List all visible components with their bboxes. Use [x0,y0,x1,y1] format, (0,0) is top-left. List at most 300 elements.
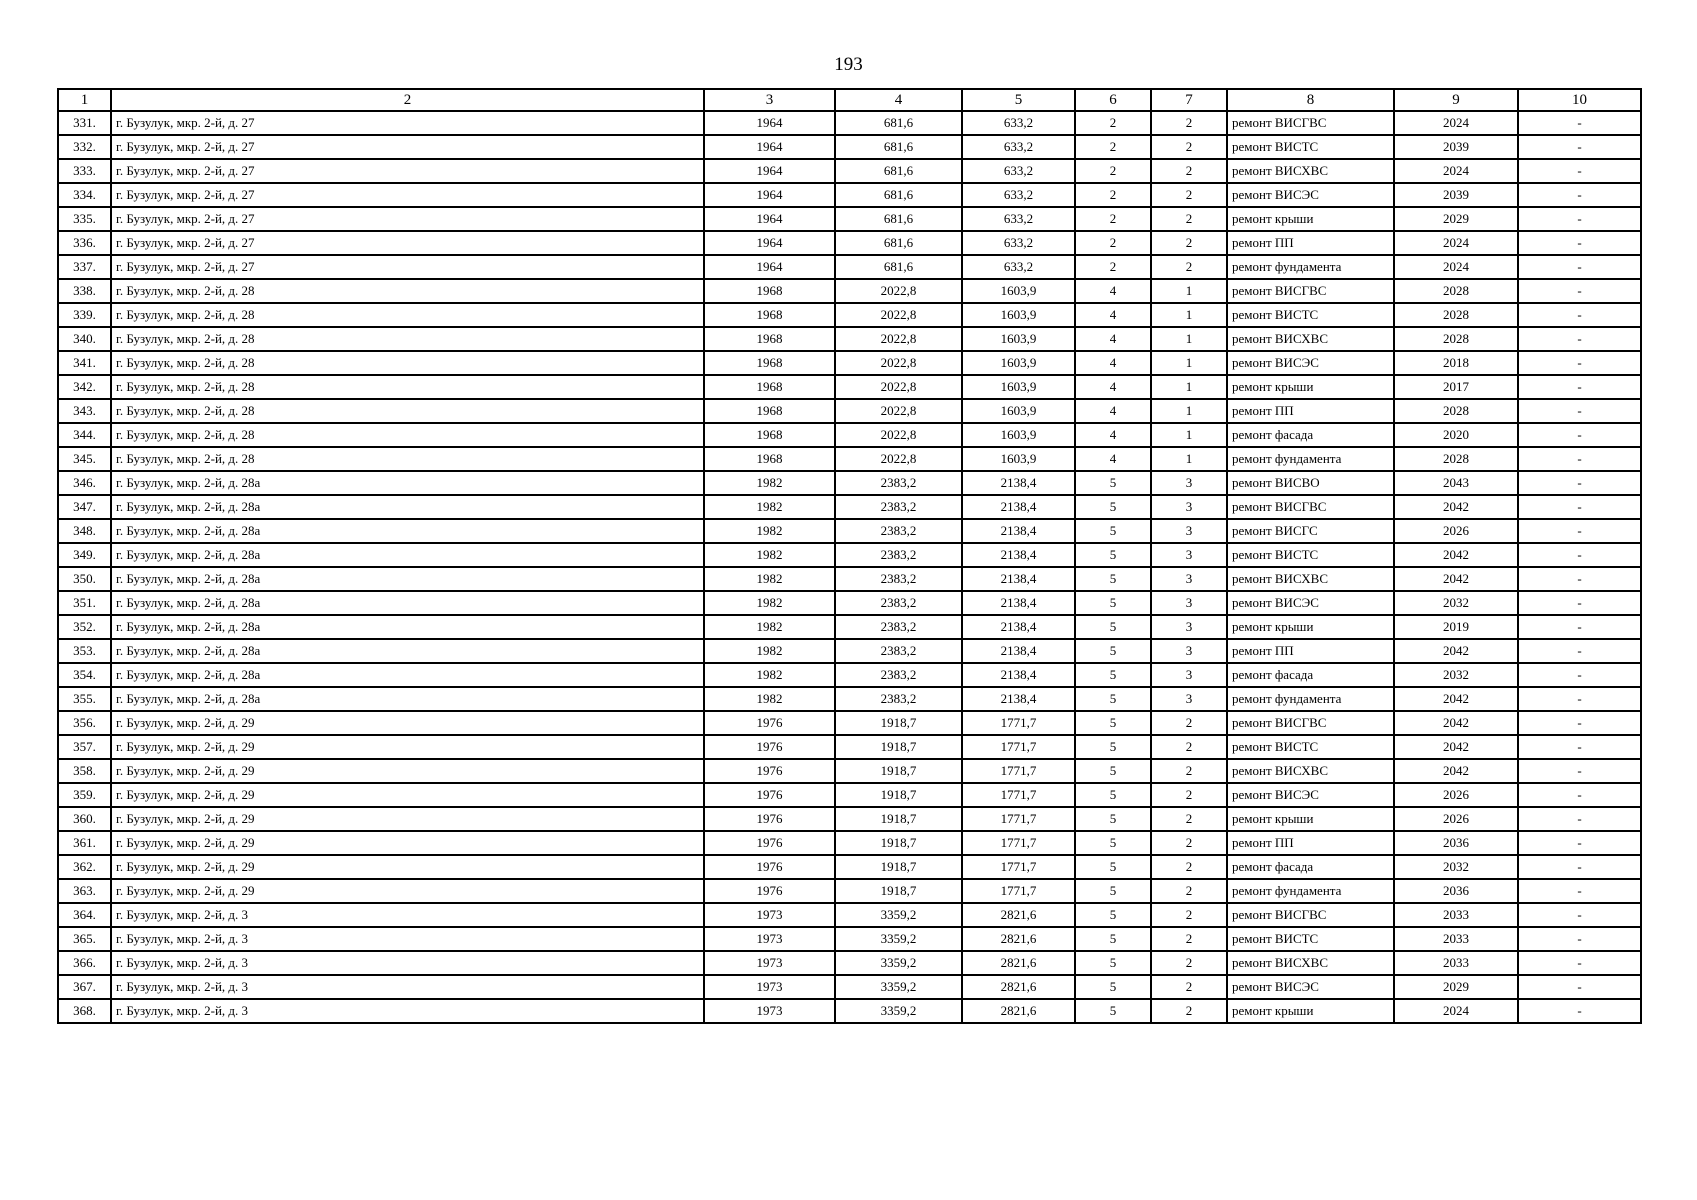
year-built-cell: 1964 [704,111,835,135]
address-cell: г. Бузулук, мкр. 2-й, д. 28а [111,663,704,687]
floors-cell: 5 [1075,687,1151,711]
work-type-cell: ремонт ПП [1227,231,1394,255]
row-number-cell: 342. [58,375,111,399]
work-type-cell: ремонт фасада [1227,855,1394,879]
column-header-9: 9 [1394,89,1518,111]
year-built-cell: 1982 [704,591,835,615]
work-type-cell: ремонт ВИСГВС [1227,111,1394,135]
table-row [58,303,1641,327]
planned-year-cell: 2028 [1394,327,1518,351]
floors-cell: 5 [1075,567,1151,591]
address-cell: г. Бузулук, мкр. 2-й, д. 28 [111,303,704,327]
row-number-cell: 345. [58,447,111,471]
column-header-1: 1 [58,89,111,111]
living-area-cell: 1771,7 [962,759,1075,783]
work-type-cell: ремонт крыши [1227,999,1394,1023]
planned-year-cell: 2042 [1394,711,1518,735]
year-built-cell: 1968 [704,447,835,471]
note-cell: - [1518,951,1641,975]
table-row [58,183,1641,207]
total-area-cell: 1918,7 [835,783,962,807]
row-number-cell: 353. [58,639,111,663]
planned-year-cell: 2042 [1394,759,1518,783]
table-row [58,591,1641,615]
row-number-cell: 351. [58,591,111,615]
work-type-cell: ремонт ВИСТС [1227,135,1394,159]
address-cell: г. Бузулук, мкр. 2-й, д. 29 [111,759,704,783]
address-cell: г. Бузулук, мкр. 2-й, д. 27 [111,111,704,135]
total-area-cell: 2022,8 [835,279,962,303]
total-area-cell: 681,6 [835,111,962,135]
floors-cell: 4 [1075,423,1151,447]
work-type-cell: ремонт ВИСТС [1227,543,1394,567]
floors-cell: 4 [1075,447,1151,471]
table-row [58,471,1641,495]
entrances-cell: 2 [1151,735,1227,759]
total-area-cell: 2022,8 [835,327,962,351]
row-number-cell: 357. [58,735,111,759]
floors-cell: 2 [1075,159,1151,183]
note-cell: - [1518,855,1641,879]
address-cell: г. Бузулук, мкр. 2-й, д. 28а [111,639,704,663]
column-header-3: 3 [704,89,835,111]
entrances-cell: 1 [1151,423,1227,447]
living-area-cell: 633,2 [962,231,1075,255]
total-area-cell: 3359,2 [835,999,962,1023]
year-built-cell: 1964 [704,255,835,279]
table-row [58,783,1641,807]
entrances-cell: 3 [1151,495,1227,519]
table-row [58,999,1641,1023]
year-built-cell: 1964 [704,159,835,183]
living-area-cell: 1603,9 [962,399,1075,423]
row-number-cell: 339. [58,303,111,327]
total-area-cell: 1918,7 [835,879,962,903]
row-number-cell: 350. [58,567,111,591]
note-cell: - [1518,495,1641,519]
planned-year-cell: 2028 [1394,303,1518,327]
note-cell: - [1518,135,1641,159]
floors-cell: 4 [1075,303,1151,327]
work-type-cell: ремонт ВИСГВС [1227,711,1394,735]
row-number-cell: 355. [58,687,111,711]
work-type-cell: ремонт фасада [1227,663,1394,687]
row-number-cell: 335. [58,207,111,231]
planned-year-cell: 2042 [1394,639,1518,663]
note-cell: - [1518,399,1641,423]
planned-year-cell: 2033 [1394,927,1518,951]
total-area-cell: 2022,8 [835,375,962,399]
row-number-cell: 338. [58,279,111,303]
planned-year-cell: 2039 [1394,135,1518,159]
entrances-cell: 3 [1151,519,1227,543]
entrances-cell: 2 [1151,903,1227,927]
year-built-cell: 1982 [704,639,835,663]
planned-year-cell: 2033 [1394,903,1518,927]
work-type-cell: ремонт ВИСВО [1227,471,1394,495]
planned-year-cell: 2024 [1394,231,1518,255]
total-area-cell: 2383,2 [835,687,962,711]
entrances-cell: 2 [1151,207,1227,231]
floors-cell: 5 [1075,783,1151,807]
row-number-cell: 346. [58,471,111,495]
year-built-cell: 1964 [704,231,835,255]
year-built-cell: 1982 [704,519,835,543]
entrances-cell: 2 [1151,255,1227,279]
planned-year-cell: 2036 [1394,879,1518,903]
living-area-cell: 633,2 [962,111,1075,135]
table-row [58,375,1641,399]
living-area-cell: 2821,6 [962,975,1075,999]
planned-year-cell: 2024 [1394,999,1518,1023]
floors-cell: 5 [1075,543,1151,567]
living-area-cell: 1771,7 [962,831,1075,855]
year-built-cell: 1982 [704,543,835,567]
entrances-cell: 2 [1151,951,1227,975]
note-cell: - [1518,879,1641,903]
work-type-cell: ремонт ВИСЭС [1227,975,1394,999]
row-number-cell: 348. [58,519,111,543]
total-area-cell: 681,6 [835,135,962,159]
floors-cell: 4 [1075,399,1151,423]
note-cell: - [1518,111,1641,135]
floors-cell: 4 [1075,351,1151,375]
planned-year-cell: 2028 [1394,447,1518,471]
note-cell: - [1518,471,1641,495]
work-type-cell: ремонт ВИСГВС [1227,903,1394,927]
year-built-cell: 1976 [704,783,835,807]
note-cell: - [1518,711,1641,735]
entrances-cell: 3 [1151,543,1227,567]
table-row [58,687,1641,711]
floors-cell: 5 [1075,927,1151,951]
total-area-cell: 2383,2 [835,519,962,543]
living-area-cell: 1771,7 [962,855,1075,879]
living-area-cell: 1771,7 [962,711,1075,735]
entrances-cell: 2 [1151,855,1227,879]
note-cell: - [1518,255,1641,279]
work-type-cell: ремонт ВИСГС [1227,519,1394,543]
entrances-cell: 3 [1151,639,1227,663]
row-number-cell: 334. [58,183,111,207]
address-cell: г. Бузулук, мкр. 2-й, д. 28 [111,279,704,303]
entrances-cell: 2 [1151,231,1227,255]
total-area-cell: 2022,8 [835,303,962,327]
table-row [58,879,1641,903]
row-number-cell: 343. [58,399,111,423]
table-row [58,735,1641,759]
note-cell: - [1518,999,1641,1023]
row-number-cell: 349. [58,543,111,567]
year-built-cell: 1968 [704,423,835,447]
total-area-cell: 1918,7 [835,855,962,879]
entrances-cell: 2 [1151,135,1227,159]
table-row [58,807,1641,831]
work-type-cell: ремонт крыши [1227,207,1394,231]
entrances-cell: 3 [1151,591,1227,615]
living-area-cell: 633,2 [962,255,1075,279]
work-type-cell: ремонт ВИСЭС [1227,783,1394,807]
work-type-cell: ремонт крыши [1227,375,1394,399]
row-number-cell: 361. [58,831,111,855]
row-number-cell: 341. [58,351,111,375]
table-row [58,663,1641,687]
work-type-cell: ремонт ПП [1227,639,1394,663]
floors-cell: 4 [1075,327,1151,351]
address-cell: г. Бузулук, мкр. 2-й, д. 28а [111,687,704,711]
total-area-cell: 681,6 [835,183,962,207]
note-cell: - [1518,831,1641,855]
row-number-cell: 365. [58,927,111,951]
row-number-cell: 331. [58,111,111,135]
work-type-cell: ремонт ВИСТС [1227,735,1394,759]
note-cell: - [1518,687,1641,711]
planned-year-cell: 2026 [1394,519,1518,543]
table-row [58,831,1641,855]
total-area-cell: 2383,2 [835,663,962,687]
living-area-cell: 633,2 [962,183,1075,207]
row-number-cell: 366. [58,951,111,975]
year-built-cell: 1964 [704,135,835,159]
living-area-cell: 633,2 [962,207,1075,231]
address-cell: г. Бузулук, мкр. 2-й, д. 28а [111,519,704,543]
note-cell: - [1518,423,1641,447]
total-area-cell: 1918,7 [835,831,962,855]
note-cell: - [1518,303,1641,327]
note-cell: - [1518,735,1641,759]
living-area-cell: 1771,7 [962,807,1075,831]
work-type-cell: ремонт ВИСХВС [1227,567,1394,591]
work-type-cell: ремонт фундамента [1227,255,1394,279]
address-cell: г. Бузулук, мкр. 2-й, д. 28а [111,471,704,495]
planned-year-cell: 2026 [1394,783,1518,807]
table-row [58,231,1641,255]
planned-year-cell: 2042 [1394,567,1518,591]
total-area-cell: 681,6 [835,231,962,255]
entrances-cell: 1 [1151,447,1227,471]
note-cell: - [1518,519,1641,543]
planned-year-cell: 2026 [1394,807,1518,831]
living-area-cell: 1771,7 [962,783,1075,807]
living-area-cell: 2138,4 [962,519,1075,543]
planned-year-cell: 2024 [1394,111,1518,135]
address-cell: г. Бузулук, мкр. 2-й, д. 28а [111,567,704,591]
floors-cell: 5 [1075,471,1151,495]
table-row [58,951,1641,975]
table-row [58,447,1641,471]
living-area-cell: 1603,9 [962,351,1075,375]
total-area-cell: 2022,8 [835,399,962,423]
living-area-cell: 1603,9 [962,279,1075,303]
work-type-cell: ремонт ВИСГВС [1227,279,1394,303]
work-type-cell: ремонт ВИСТС [1227,303,1394,327]
total-area-cell: 2383,2 [835,639,962,663]
floors-cell: 5 [1075,519,1151,543]
entrances-cell: 3 [1151,615,1227,639]
floors-cell: 5 [1075,591,1151,615]
row-number-cell: 368. [58,999,111,1023]
table-row [58,543,1641,567]
note-cell: - [1518,927,1641,951]
planned-year-cell: 2033 [1394,951,1518,975]
row-number-cell: 337. [58,255,111,279]
address-cell: г. Бузулук, мкр. 2-й, д. 27 [111,159,704,183]
work-type-cell: ремонт ВИСЭС [1227,591,1394,615]
planned-year-cell: 2042 [1394,495,1518,519]
living-area-cell: 1771,7 [962,735,1075,759]
address-cell: г. Бузулук, мкр. 2-й, д. 29 [111,879,704,903]
table-row [58,327,1641,351]
note-cell: - [1518,567,1641,591]
planned-year-cell: 2036 [1394,831,1518,855]
total-area-cell: 2383,2 [835,471,962,495]
address-cell: г. Бузулук, мкр. 2-й, д. 28 [111,351,704,375]
total-area-cell: 3359,2 [835,927,962,951]
living-area-cell: 1603,9 [962,375,1075,399]
planned-year-cell: 2028 [1394,279,1518,303]
work-type-cell: ремонт фундамента [1227,687,1394,711]
total-area-cell: 3359,2 [835,975,962,999]
living-area-cell: 2138,4 [962,471,1075,495]
table-row [58,279,1641,303]
table-row [58,135,1641,159]
address-cell: г. Бузулук, мкр. 2-й, д. 28а [111,495,704,519]
planned-year-cell: 2042 [1394,687,1518,711]
note-cell: - [1518,183,1641,207]
year-built-cell: 1968 [704,303,835,327]
work-type-cell: ремонт ВИСТС [1227,927,1394,951]
address-cell: г. Бузулук, мкр. 2-й, д. 28а [111,543,704,567]
column-header-5: 5 [962,89,1075,111]
total-area-cell: 1918,7 [835,807,962,831]
note-cell: - [1518,591,1641,615]
table-row [58,207,1641,231]
living-area-cell: 633,2 [962,135,1075,159]
living-area-cell: 2821,6 [962,999,1075,1023]
address-cell: г. Бузулук, мкр. 2-й, д. 29 [111,711,704,735]
table-row [58,759,1641,783]
year-built-cell: 1964 [704,207,835,231]
total-area-cell: 1918,7 [835,711,962,735]
floors-cell: 2 [1075,183,1151,207]
entrances-cell: 2 [1151,807,1227,831]
entrances-cell: 1 [1151,303,1227,327]
year-built-cell: 1968 [704,279,835,303]
note-cell: - [1518,759,1641,783]
planned-year-cell: 2020 [1394,423,1518,447]
planned-year-cell: 2039 [1394,183,1518,207]
address-cell: г. Бузулук, мкр. 2-й, д. 29 [111,783,704,807]
work-type-cell: ремонт ПП [1227,831,1394,855]
total-area-cell: 1918,7 [835,735,962,759]
table-row [58,927,1641,951]
year-built-cell: 1973 [704,951,835,975]
table-row [58,351,1641,375]
floors-cell: 5 [1075,735,1151,759]
total-area-cell: 2383,2 [835,567,962,591]
note-cell: - [1518,615,1641,639]
living-area-cell: 2821,6 [962,927,1075,951]
row-number-cell: 359. [58,783,111,807]
column-header-8: 8 [1227,89,1394,111]
entrances-cell: 3 [1151,567,1227,591]
work-type-cell: ремонт ВИСЭС [1227,351,1394,375]
total-area-cell: 2022,8 [835,351,962,375]
column-header-7: 7 [1151,89,1227,111]
table-row [58,495,1641,519]
entrances-cell: 2 [1151,831,1227,855]
entrances-cell: 1 [1151,327,1227,351]
column-header-4: 4 [835,89,962,111]
column-header-10: 10 [1518,89,1641,111]
address-cell: г. Бузулук, мкр. 2-й, д. 28а [111,591,704,615]
note-cell: - [1518,903,1641,927]
row-number-cell: 367. [58,975,111,999]
year-built-cell: 1976 [704,831,835,855]
entrances-cell: 2 [1151,783,1227,807]
year-built-cell: 1973 [704,903,835,927]
work-type-cell: ремонт ВИСГВС [1227,495,1394,519]
row-number-cell: 363. [58,879,111,903]
floors-cell: 5 [1075,879,1151,903]
row-number-cell: 333. [58,159,111,183]
entrances-cell: 2 [1151,759,1227,783]
work-type-cell: ремонт ВИСХВС [1227,951,1394,975]
table-row [58,903,1641,927]
work-type-cell: ремонт крыши [1227,615,1394,639]
column-header-2: 2 [111,89,704,111]
note-cell: - [1518,783,1641,807]
note-cell: - [1518,231,1641,255]
planned-year-cell: 2024 [1394,159,1518,183]
row-number-cell: 340. [58,327,111,351]
year-built-cell: 1976 [704,855,835,879]
address-cell: г. Бузулук, мкр. 2-й, д. 3 [111,951,704,975]
total-area-cell: 2022,8 [835,423,962,447]
table-row [58,567,1641,591]
floors-cell: 5 [1075,975,1151,999]
address-cell: г. Бузулук, мкр. 2-й, д. 28 [111,447,704,471]
work-type-cell: ремонт крыши [1227,807,1394,831]
year-built-cell: 1982 [704,567,835,591]
living-area-cell: 2138,4 [962,687,1075,711]
planned-year-cell: 2042 [1394,735,1518,759]
work-type-cell: ремонт ВИСЭС [1227,183,1394,207]
year-built-cell: 1968 [704,375,835,399]
year-built-cell: 1964 [704,183,835,207]
data-table [57,88,1642,1024]
work-type-cell: ремонт ВИСХВС [1227,759,1394,783]
year-built-cell: 1976 [704,735,835,759]
address-cell: г. Бузулук, мкр. 2-й, д. 27 [111,231,704,255]
year-built-cell: 1982 [704,615,835,639]
entrances-cell: 2 [1151,927,1227,951]
note-cell: - [1518,975,1641,999]
row-number-cell: 360. [58,807,111,831]
entrances-cell: 3 [1151,471,1227,495]
note-cell: - [1518,279,1641,303]
living-area-cell: 1603,9 [962,447,1075,471]
address-cell: г. Бузулук, мкр. 2-й, д. 28 [111,423,704,447]
table-row [58,975,1641,999]
table-row [58,423,1641,447]
floors-cell: 5 [1075,615,1151,639]
living-area-cell: 633,2 [962,159,1075,183]
total-area-cell: 681,6 [835,207,962,231]
floors-cell: 5 [1075,759,1151,783]
note-cell: - [1518,447,1641,471]
floors-cell: 5 [1075,711,1151,735]
